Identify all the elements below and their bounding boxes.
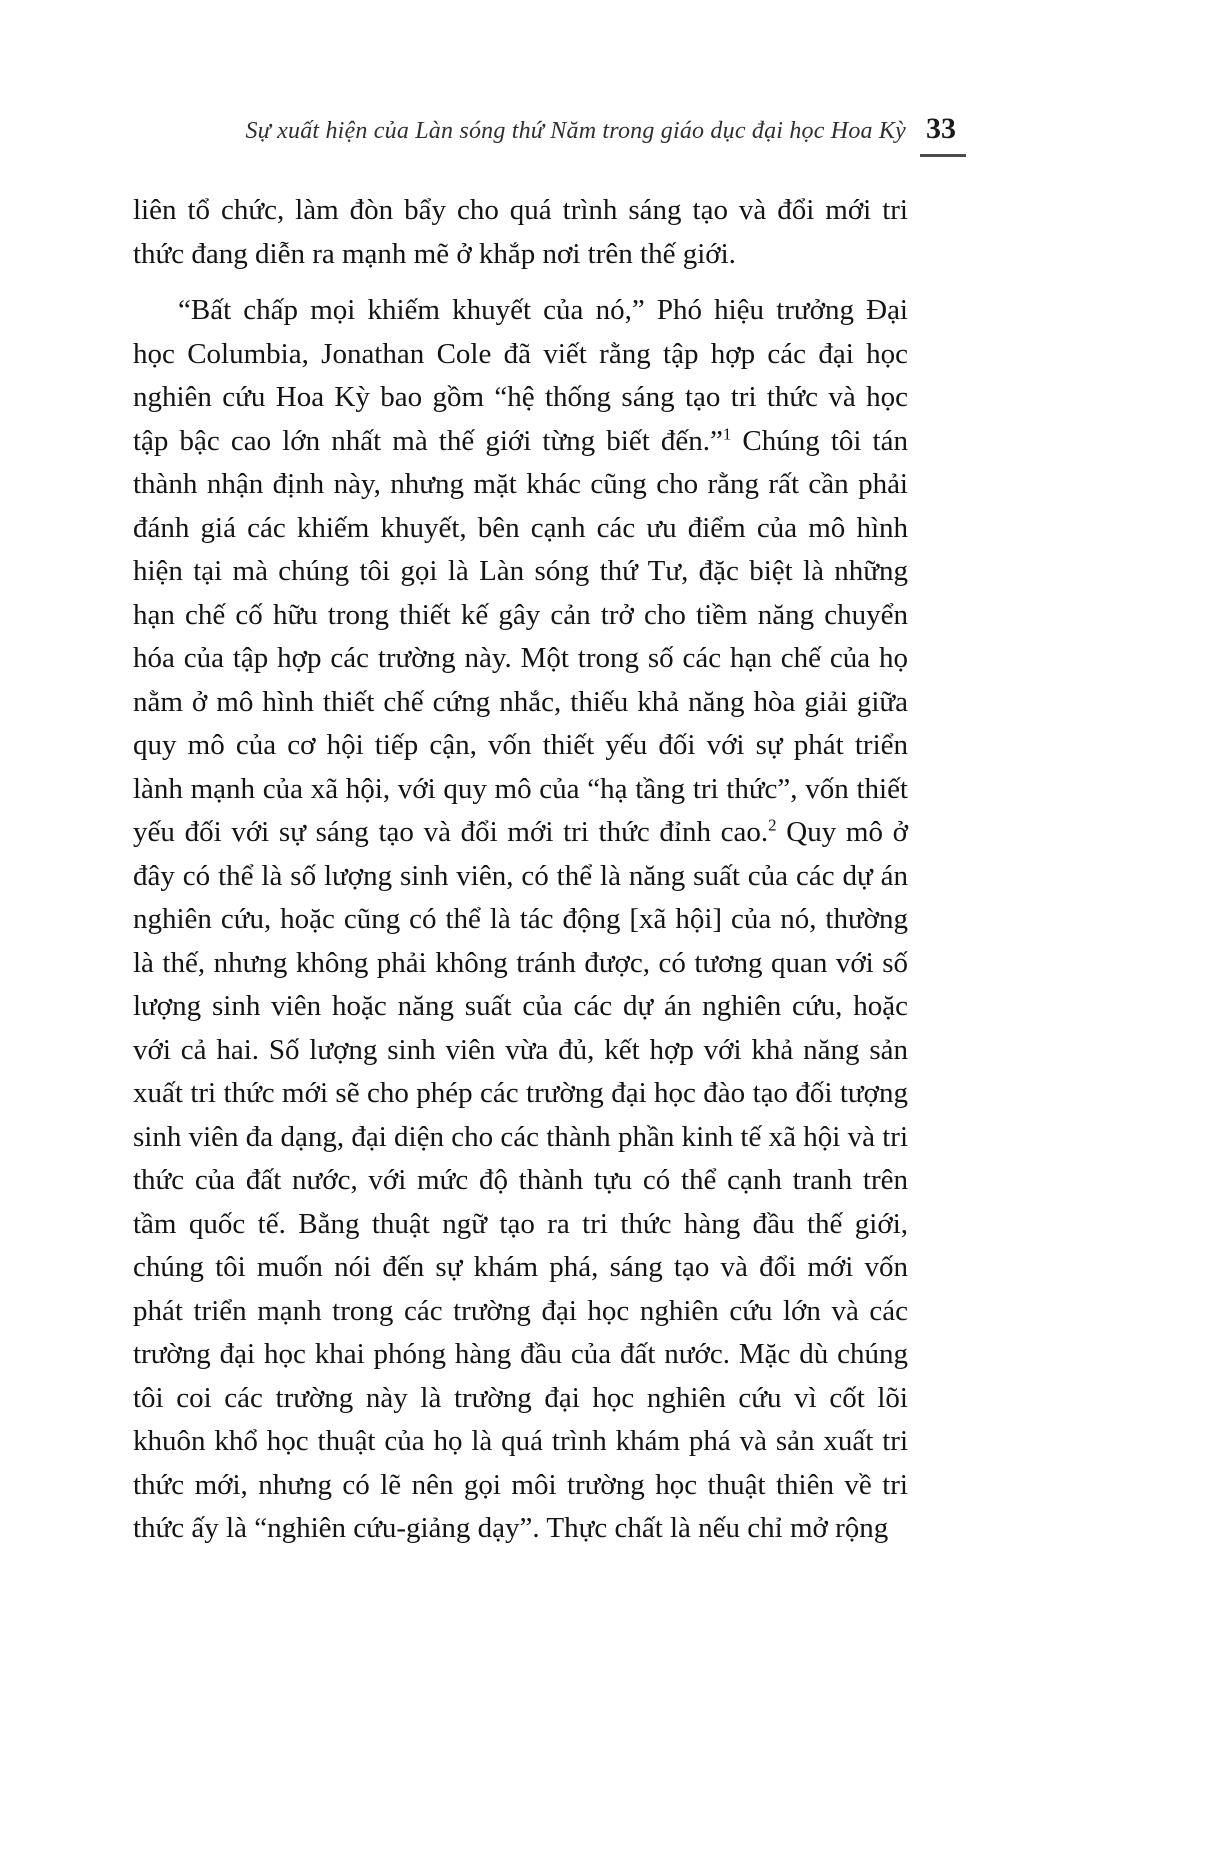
text-run: Quy mô ở đây có thể là số lượng sinh viên, có thể là năng suất của các dự án nghiên cứu, hoặc cũng có thể là tác động [xã hội] của nó, thường là thế, nhưng không phải không tránh được, có tương quan với số lượng sinh viên hoặc năng suất của các dự án nghiên cứu, hoặc với cả hai. Số lượng sinh viên vừa đủ, kết hợp với khả năng sản xuất tri thức mới sẽ cho phép các trường đại học đào tạo đối tượng sinh viên đa dạng, đại diện cho các thành phần kinh tế xã hội và tri thức của đất nước, với mức độ thành tựu có thể cạnh tranh trên tầm quốc tế. Bằng thuật ngữ tạo ra tri thức hàng đầu thế giới, chúng tôi muốn nói đến sự khám phá, sáng tạo và đổi mới vốn phát triển mạnh trong các trường đại học nghiên cứu lớn và các trường đại học khai phóng hàng đầu của đất nước. Mặc dù chúng tôi coi các trường này là trường đại học nghiên cứu vì cốt lõi khuôn khổ học thuật của họ là quá trình khám phá và sản xuất tri thức mới, nhưng có lẽ nên gọi môi trường học thuật thiên về tri thức ấy là “nghiên cứu-giảng dạy”. Thực chất là nếu chỉ mở rộng [133,816,908,1544]
footnote-marker: 1 [722,423,732,443]
text-run: “Bất chấp mọi khiếm khuyết của nó,” Phó hiệu trưởng Đại học Columbia, Jonathan Cole đã viết rằng tập hợp các đại học nghiên cứu Hoa Kỳ bao gồm “hệ thống sáng tạo tri thức và học tập bậc cao lớn nhất mà thế giới từng biết đến.” [133,294,908,457]
body-text [133,189,908,1551]
paragraph [133,189,908,276]
footnote-marker: 2 [768,815,777,835]
text-run: liên tổ chức, làm đòn bẩy cho quá trình sáng tạo và đổi mới tri thức đang diễn ra mạnh mẽ ở khắp nơi trên thế giới. [133,194,908,270]
page-header [133,112,966,157]
running-title: Sự xuất hiện của Làn sóng thứ Năm trong giáo dục đại học Hoa Kỳ [245,118,906,144]
text-run: Chúng tôi tán thành nhận định này, nhưng mặt khác cũng cho rằng rất cần phải đánh giá các khiếm khuyết, bên cạnh các ưu điểm của mô hình hiện tại mà chúng tôi gọi là Làn sóng thứ Tư, đặc biệt là những hạn chế cố hữu trong thiết kế gây cản trở cho tiềm năng chuyển hóa của tập hợp các trường này. Một trong số các hạn chế của họ nằm ở mô hình thiết chế cứng nhắc, thiếu khả năng hòa giải giữa quy mô của cơ hội tiếp cận, vốn thiết yếu đối với sự phát triển lành mạnh của xã hội, với quy mô của “hạ tầng tri thức”, vốn thiết yếu đối với sự sáng tạo và đổi mới tri thức đỉnh cao. [133,424,908,848]
paragraph [133,289,908,1551]
page-number: 33 [920,112,966,157]
